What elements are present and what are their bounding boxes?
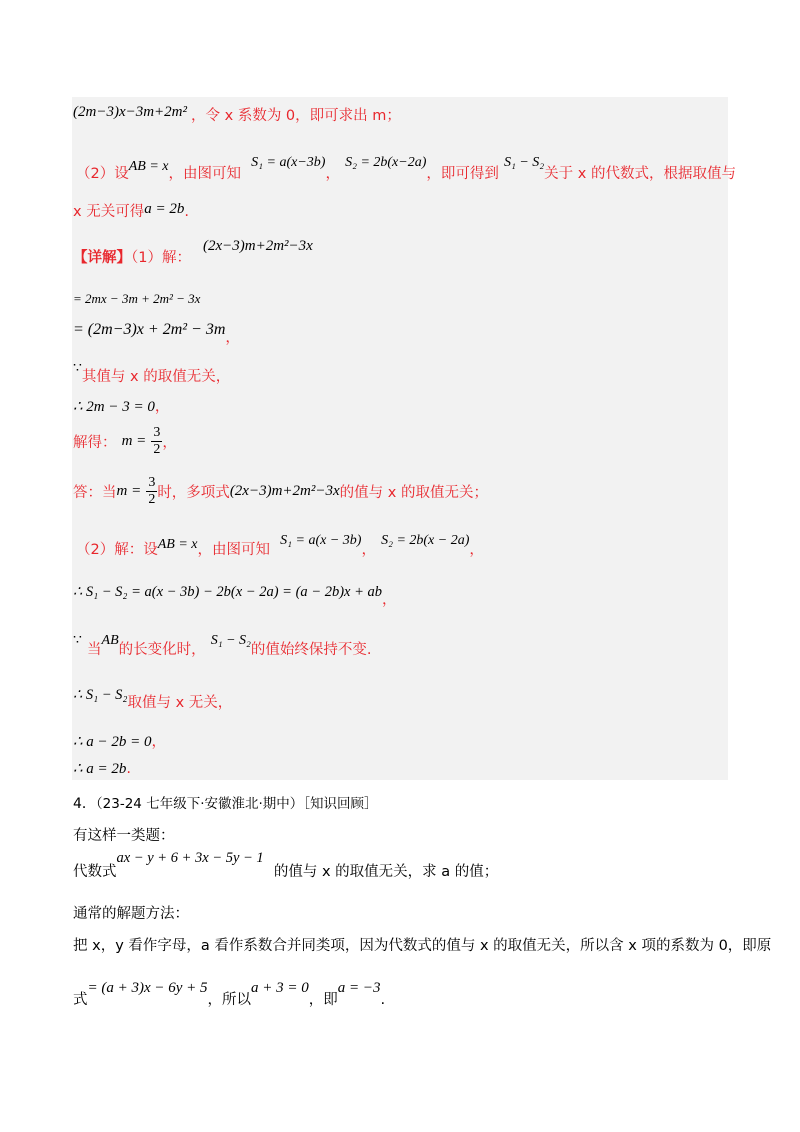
because-symbol-1: ∵ [73, 360, 82, 376]
because2-when: 当 [87, 642, 102, 658]
therefore-line-3 [73, 683, 233, 711]
solve-denominator: 2 [153, 442, 161, 457]
part2-comma: ， [361, 542, 376, 558]
problem4-intro [73, 824, 175, 845]
therefore3-expr: ∴ S₁ − S₂ [73, 687, 128, 703]
method-result: a = −3 [337, 980, 381, 996]
method-title [73, 902, 189, 923]
hint3-text: x 无关可得 [73, 204, 145, 220]
because2-ab: AB [101, 633, 119, 648]
problem4-question-line [73, 846, 499, 880]
because-line-1 [73, 360, 231, 385]
part2-prefix: （2）解：设 [76, 542, 158, 558]
problem4-source: （23-24 七年级下·安徽淮北·期中）［知识回顾］ [95, 796, 378, 812]
answer-numerator: 3 [148, 475, 156, 490]
method-end: . [380, 992, 386, 1008]
detail-expression: (2x−3)m+2m²−3x [202, 238, 313, 254]
because-line-2 [73, 628, 372, 658]
hint1-expression: (2m−3)x−3m+2m² [73, 104, 188, 120]
answer-expression: (2x−3)m+2m²−3x [229, 483, 340, 499]
answer-mid: 时，多项式 [157, 485, 230, 501]
hint-line-2 [76, 150, 736, 182]
method-mid2: ，即 [308, 992, 338, 1008]
hint-line-1 [73, 100, 401, 124]
therefore5-expr: ∴ a = 2b [73, 761, 127, 777]
therefore-line-2 [73, 580, 397, 608]
because2-end: 的值始终保持不变. [250, 642, 372, 658]
detail-line [73, 234, 313, 266]
hint1-text: ，令 x 系数为 0，即可求出 m； [191, 108, 401, 124]
step-1 [73, 288, 200, 307]
hint2-mid: ，由图可知 [168, 166, 241, 182]
hint2-diff: S₁ − S₂ [503, 155, 545, 170]
solve-lhs: m = [121, 433, 147, 449]
step1-expr: = 2mx − 3m + 2m² − 3x [73, 291, 201, 306]
part2-end: ， [469, 542, 484, 558]
answer-lhs: m = [116, 483, 142, 499]
problem4-intro-text: 有这样一类题： [73, 828, 175, 844]
because2-diff: S₁ − S₂ [210, 633, 251, 648]
problem4-label: 代数式 [73, 864, 117, 880]
therefore-line-1 [73, 395, 169, 416]
method-line1-text: 把 x，y 看作字母，a 看作系数合并同类项，因为代数式的值与 x 的取值无关，所以含 x 项的系数为 0，即原 [73, 938, 772, 954]
answer-prefix: 答：当 [73, 485, 117, 501]
solve-label: 解得： [73, 435, 117, 451]
part2-therefore-expr: ∴ S₁ − S₂ = a(x − 3b) − 2b(x − 2a) = (a − 2b)x + ab [73, 584, 382, 600]
hint2-s2: S₂ = 2b(x−2a) [345, 155, 427, 170]
therefore4-end: ， [151, 734, 167, 750]
therefore1-end: ， [154, 399, 170, 415]
hint2-mid2: ，即可得到 [426, 166, 499, 182]
method-expression: = (a + 3)x − 6y + 5 [87, 980, 208, 996]
therefore5-end: . [126, 761, 132, 777]
answer-denominator: 2 [148, 492, 156, 507]
therefore4-expr: ∴ a − 2b = 0 [73, 734, 152, 750]
part2-therefore-end: ， [382, 592, 397, 608]
because2-mid: 的长变化时， [118, 642, 206, 658]
answer-end: 的值与 x 的取值无关； [339, 485, 488, 501]
hint2-s1: S₁ = a(x−3b) [251, 155, 326, 170]
part2-s2: S₂ = 2b(x − 2a) [381, 533, 470, 548]
solve-numerator: 3 [153, 425, 161, 440]
hint3-end: . [184, 204, 189, 220]
method-prefix: 式 [73, 992, 88, 1008]
method-equation: a + 3 = 0 [251, 980, 309, 996]
part2-ab: AB = x [157, 537, 198, 552]
hint2-end: 关于 x 的代数式，根据取值与 [544, 166, 736, 182]
therefore-line-4 [73, 730, 166, 751]
therefore1-expr: ∴ 2m − 3 = 0 [73, 399, 155, 415]
detail-part1: （1）解： [131, 250, 191, 266]
step2-expr: = (2m−3)x + 2m² − 3m [73, 321, 226, 338]
method-mid: ，所以 [207, 992, 252, 1008]
method-title-text: 通常的解题方法： [73, 906, 189, 922]
part2-line [76, 528, 484, 558]
problem4-expression: ax − y + 6 + 3x − 5y − 1 [116, 850, 264, 866]
detail-label: 【详解】 [73, 250, 131, 266]
part2-mid: ，由图可知 [197, 542, 270, 558]
part2-s1: S₁ = a(x − 3b) [280, 533, 362, 548]
method-line-2 [73, 976, 386, 1008]
step2-end: ， [225, 330, 240, 346]
hint-line-3 [73, 200, 189, 221]
hint2-prefix: （2）设 [76, 166, 129, 182]
hint3-expr: a = 2b [144, 201, 185, 217]
problem4-header [73, 792, 378, 813]
hint2-comma: ， [325, 166, 340, 182]
answer-fraction [146, 476, 157, 507]
hint2-ab: AB = x [128, 159, 169, 174]
problem4-question: 的值与 x 的取值无关，求 a 的值； [273, 864, 499, 880]
solve-fraction [151, 426, 162, 457]
because1-text: 其值与 x 的取值无关， [81, 369, 231, 385]
problem4-number: 4． [73, 796, 96, 812]
answer-line [73, 476, 488, 507]
method-line-1 [73, 934, 771, 955]
solve-line [73, 426, 177, 457]
solve-end: ， [162, 435, 177, 451]
therefore3-text: 取值与 x 无关， [127, 695, 233, 711]
step-2 [73, 318, 240, 346]
therefore-line-5 [73, 758, 131, 778]
because-symbol-2: ∵ [73, 632, 82, 648]
